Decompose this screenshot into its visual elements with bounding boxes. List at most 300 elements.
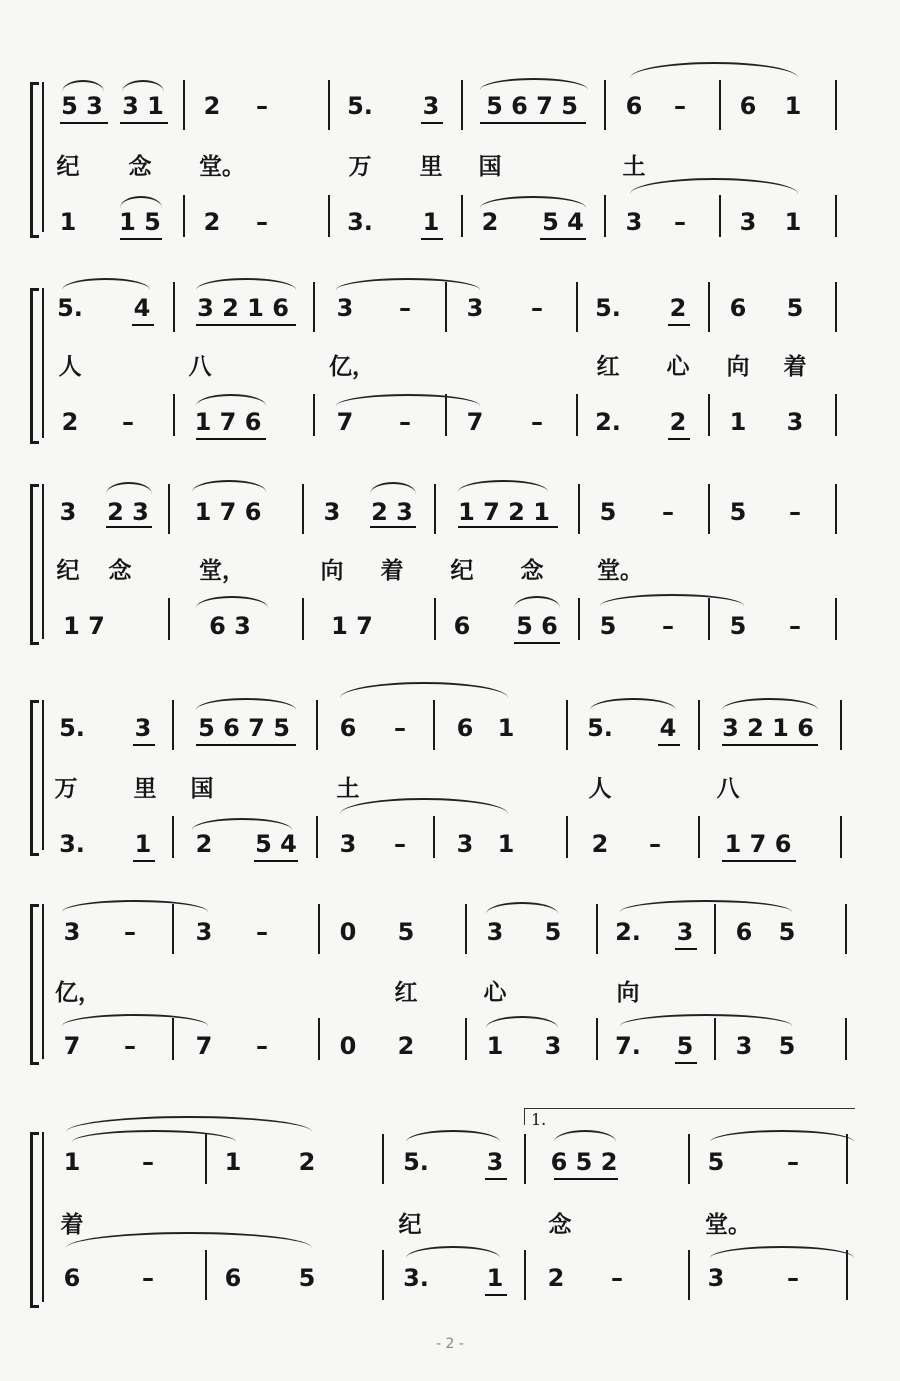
lyric: 堂。 [705,1211,751,1238]
note-group: 1 7 6 [194,408,262,436]
note: 1 [63,1148,81,1176]
note-group: 1 7 6 [194,498,262,526]
note-group: 5 6 7 5 [486,92,578,120]
dash: – [674,208,686,236]
slur [620,900,792,912]
page-number: - 2 - [436,1336,464,1352]
barline [434,598,436,640]
note-group: 1 7 [331,612,373,640]
slur [710,1130,854,1142]
barline [42,904,44,1059]
barline [313,394,315,436]
slur [722,698,818,710]
note: 2 [397,1032,415,1060]
dash: – [256,918,268,946]
note: 6 [739,92,757,120]
lyric: 人 [588,775,612,802]
note: 6 [729,294,747,322]
slur [192,818,292,830]
note: 4 [659,714,677,742]
note-group: 5 4 [255,830,297,858]
note: 3. [403,1264,429,1292]
note: 1 [729,408,747,436]
note: 1 [784,92,802,120]
note-group: 1 7 [63,612,105,640]
barline [688,1134,690,1184]
note-group: 3 2 1 6 [197,294,289,322]
note: 1 [784,208,802,236]
barline [172,816,174,858]
dash: – [789,612,801,640]
underline [668,438,690,440]
barline [835,598,837,640]
volta-bracket [524,1108,855,1125]
barline [42,1132,44,1302]
slur [62,278,150,290]
dash: – [256,1032,268,1060]
slur [196,278,296,290]
note: 7 [336,408,354,436]
barline [433,816,435,858]
underline [120,122,168,124]
slur [66,1232,312,1248]
lyric: 着 [380,557,404,584]
slur [62,900,208,912]
slur [196,394,266,406]
barline [42,82,44,232]
underline [554,1178,618,1180]
dash: – [531,408,543,436]
system-brace [30,1132,39,1308]
note: 5 [298,1264,316,1292]
note: 5. [587,714,613,742]
barline [461,195,463,237]
note: 3 [456,830,474,858]
lyric: 亿， [329,353,375,380]
barline [302,484,304,534]
note: 1 [59,208,77,236]
note: 6 [453,612,471,640]
barline [172,700,174,750]
note: 3 [336,294,354,322]
underline [106,526,152,528]
volta-label: 1. [531,1110,547,1129]
dash: – [611,1264,623,1292]
dash: – [662,612,674,640]
slur [486,1016,558,1028]
dash: – [787,1148,799,1176]
system-brace [30,82,39,238]
barline [316,816,318,858]
barline [845,904,847,954]
lyric: 心 [483,979,507,1006]
note: 3. [59,830,85,858]
barline [316,700,318,750]
slur [340,682,508,698]
slur [600,594,744,606]
note-group: 6 5 2 [550,1148,618,1176]
slur [196,698,296,710]
note: 2 [61,408,79,436]
lyric: 红 [596,353,620,380]
note: 3 [422,92,440,120]
lyric: 国 [478,153,502,180]
note: 5 [778,1032,796,1060]
slur [620,1014,792,1026]
note: 3 [786,408,804,436]
lyric: 八 [716,775,740,802]
barline [596,904,598,954]
barline [835,484,837,534]
barline [524,1134,526,1184]
note: 0 [339,1032,357,1060]
note: 1 [497,714,515,742]
underline [514,642,560,644]
underline [722,860,796,862]
note: 3 [735,1032,753,1060]
note: 2. [595,408,621,436]
note: 3 [134,714,152,742]
slur [62,1014,208,1026]
dash: – [124,918,136,946]
lyric: 念 [548,1211,572,1238]
lyric: 纪 [398,1211,422,1238]
barline [173,394,175,436]
note-group: 1 7 6 [724,830,792,858]
barline [708,484,710,534]
underline [133,744,155,746]
barline [461,80,463,130]
lyric: 堂。 [199,153,245,180]
lyric: 亿， [55,979,101,1006]
underline [485,1294,507,1296]
note: 1 [422,208,440,236]
note-group: 2 3 [107,498,149,526]
barline [302,598,304,640]
underline [120,238,162,240]
note: 1 [497,830,515,858]
barline [719,80,721,130]
note: 2 [547,1264,565,1292]
slur [196,596,268,608]
slur [486,902,558,914]
barline [835,282,837,332]
lyric: 着 [783,353,807,380]
note: 1 [134,830,152,858]
note: 1 [486,1264,504,1292]
underline [60,122,108,124]
underline [722,744,818,746]
barline [719,195,721,237]
barline [604,80,606,130]
dash: – [142,1148,154,1176]
barline [708,282,710,332]
barline [318,904,320,954]
note: 5 [729,612,747,640]
note: 5 [676,1032,694,1060]
lyric: 堂。 [597,557,643,584]
barline [576,282,578,332]
note: 6 [339,714,357,742]
underline [196,438,266,440]
note-group: 3 1 [122,92,164,120]
dash: – [142,1264,154,1292]
system-brace [30,904,39,1065]
lyric: 念 [520,557,544,584]
underline [254,860,298,862]
underline [132,324,154,326]
underline [133,860,155,862]
system-6 [0,1100,900,1310]
note: 2 [203,92,221,120]
slur [630,178,798,194]
slur [120,196,162,208]
dash: – [124,1032,136,1060]
slur [370,482,416,494]
barline [42,288,44,438]
slur [406,1130,500,1142]
barline [382,1134,384,1184]
barline [183,195,185,237]
underline [421,238,443,240]
lyric: 念 [108,557,132,584]
lyric: 向 [320,557,344,584]
barline [578,598,580,640]
barline [835,195,837,237]
note: 3 [195,918,213,946]
note: 5 [544,918,562,946]
note: 7 [466,408,484,436]
note-group: 5 6 [516,612,558,640]
note: 3. [347,208,373,236]
note: 5. [57,294,83,322]
note: 2 [481,208,499,236]
lyric: 着 [60,1211,84,1238]
barline [168,484,170,534]
note: 2 [298,1148,316,1176]
note: 4 [133,294,151,322]
note-group: 6 3 [209,612,251,640]
system-3 [0,470,900,650]
underline [421,122,443,124]
barline [845,1018,847,1060]
barline [596,1018,598,1060]
underline [668,324,690,326]
underline [370,526,416,528]
lyric: 里 [419,153,443,180]
slur [458,480,548,492]
slur [710,1246,854,1258]
dash: – [256,208,268,236]
note: 5 [729,498,747,526]
barline [566,700,568,750]
lyric: 万 [348,153,372,180]
lyric: 纪 [56,557,80,584]
barline [328,195,330,237]
note: 3 [625,208,643,236]
note: 3 [486,1148,504,1176]
dash: – [789,498,801,526]
barline [576,394,578,436]
barline [524,1250,526,1300]
slur [590,698,676,710]
note: 1 [486,1032,504,1060]
barline [566,816,568,858]
slur [192,480,266,492]
dash: – [649,830,661,858]
barline [688,1250,690,1300]
note: 3 [707,1264,725,1292]
slur [66,1116,312,1132]
note: 7 [63,1032,81,1060]
dash: – [399,408,411,436]
note-group: 5 6 7 5 [198,714,290,742]
barline [835,394,837,436]
lyric: 万 [54,775,78,802]
lyric: 土 [622,153,646,180]
note: 3 [63,918,81,946]
note: 7. [615,1032,641,1060]
note: 5 [397,918,415,946]
barline [42,484,44,639]
note: 0 [339,918,357,946]
lyric: 念 [128,153,152,180]
note-group: 2 3 [371,498,413,526]
barline [465,1018,467,1060]
slur [480,78,588,90]
barline [433,700,435,750]
note: 2 [591,830,609,858]
slur [514,596,560,608]
lyric: 堂， [199,557,245,584]
lyric: 红 [394,979,418,1006]
lyric: 人 [58,353,82,380]
barline [313,282,315,332]
note-group: 3 2 1 6 [722,714,814,742]
barline [708,394,710,436]
slur [336,278,480,290]
barline [578,484,580,534]
note: 2 [195,830,213,858]
note: 5. [59,714,85,742]
note: 3 [486,918,504,946]
barline [698,700,700,750]
system-brace [30,288,39,444]
note-group: 5 3 [61,92,103,120]
barline [183,80,185,130]
underline [540,238,586,240]
system-1 [0,60,900,240]
dash: – [394,830,406,858]
note: 6 [63,1264,81,1292]
note: 5. [403,1148,429,1176]
note: 5 [599,612,617,640]
note: 2 [203,208,221,236]
underline [196,744,296,746]
dash: – [674,92,686,120]
lyric: 八 [188,353,212,380]
lyric: 纪 [450,557,474,584]
slur [554,1130,616,1142]
barline [173,282,175,332]
underline [675,1062,697,1064]
system-brace [30,700,39,856]
note: 6 [224,1264,242,1292]
note: 5. [595,294,621,322]
barline [205,1250,207,1300]
lyric: 国 [190,775,214,802]
note: 3 [676,918,694,946]
underline [485,1178,507,1180]
note: 3 [739,208,757,236]
lyric: 土 [336,775,360,802]
note-group: 1 5 [119,208,161,236]
lyric: 向 [726,353,750,380]
note: 1 [224,1148,242,1176]
slur [122,80,164,92]
system-4 [0,680,900,860]
underline [196,324,296,326]
barline [698,816,700,858]
barline [465,904,467,954]
underline [480,122,586,124]
lyric: 心 [666,353,690,380]
dash: – [787,1264,799,1292]
system-2 [0,270,900,450]
dash: – [122,408,134,436]
barline [835,80,837,130]
note: 6 [625,92,643,120]
note: 5. [347,92,373,120]
barline [42,700,44,850]
system-5 [0,890,900,1070]
note-group: 5 4 [542,208,584,236]
note: 2 [669,408,687,436]
dash: – [399,294,411,322]
slur [630,62,798,78]
slur [406,1246,500,1258]
dash: – [256,92,268,120]
slur [480,196,586,208]
slur [62,80,104,92]
note: 3 [339,830,357,858]
lyric: 里 [133,775,157,802]
note: 3 [466,294,484,322]
underline [675,948,697,950]
note: 5 [778,918,796,946]
note: 3 [59,498,77,526]
system-brace [30,484,39,645]
slur [340,798,508,814]
slur [336,394,480,406]
note: 3 [544,1032,562,1060]
note-group: 1 7 2 1 [458,498,550,526]
barline [328,80,330,130]
barline [840,816,842,858]
note: 2 [669,294,687,322]
dash: – [531,294,543,322]
underline [458,526,558,528]
note: 5 [599,498,617,526]
note: 6 [456,714,474,742]
lyric: 向 [616,979,640,1006]
note: 5 [707,1148,725,1176]
slur [106,482,152,494]
barline [604,195,606,237]
note: 2. [615,918,641,946]
barline [434,484,436,534]
underline [658,744,680,746]
